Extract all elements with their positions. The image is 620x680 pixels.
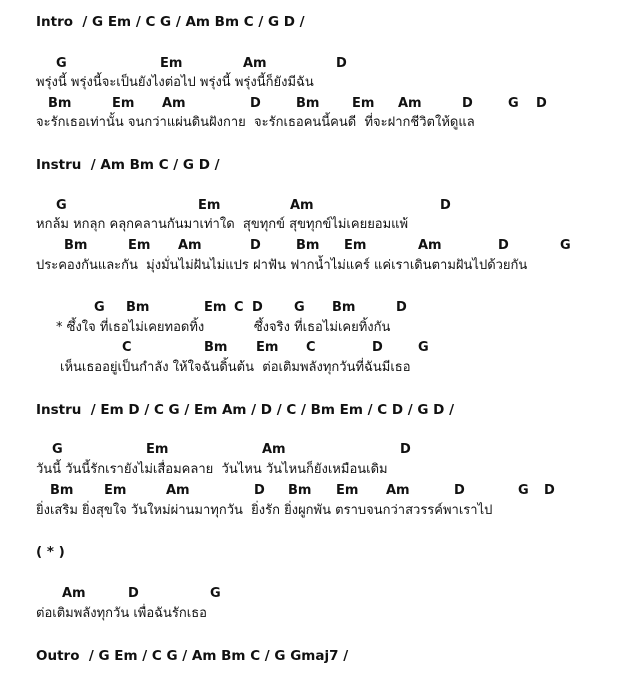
chord: C xyxy=(122,340,132,355)
chord: Em xyxy=(160,56,183,71)
chord: G xyxy=(418,340,429,355)
chord: Bm xyxy=(296,238,320,253)
chord: Bm xyxy=(288,483,312,498)
chord: D xyxy=(396,300,407,315)
intro-line: Intro / G Em / C G / Am Bm C / G D / xyxy=(36,14,305,30)
lyric-line: วันนี้ วันนี้รักเรายังไม่เสื่อมคลาย วันไหน วันไหนก็ยังเหมือนเดิม xyxy=(36,462,388,477)
chord: Em xyxy=(204,300,227,315)
chord: Am xyxy=(262,442,286,457)
repeat-marker: ( * ) xyxy=(36,544,65,560)
lyric-line: * ซึ้งใจ ที่เธอไม่เคยทอดทิ้ง ซึ้งจริง ที่เธอไม่เคยทิ้งกัน xyxy=(56,320,391,335)
chord: Am xyxy=(243,56,267,71)
lyric-line: หกล้ม หกลุก คลุกคลานกันมาเท่าใด สุขทุกข์ สุขทุกข์ไม่เคยยอมแพ้ xyxy=(36,217,409,232)
chord: Bm xyxy=(332,300,356,315)
chord: D xyxy=(498,238,509,253)
chord: D xyxy=(454,483,465,498)
lyric-line: จะรักเธอเท่านั้น จนกว่าแผ่นดินฝังกาย จะรักเธอคนนี้คนดี ที่จะฝากชีวิตให้ดูแล xyxy=(36,115,475,130)
chord: Em xyxy=(146,442,169,457)
chord: Em xyxy=(104,483,127,498)
chord: Em xyxy=(344,238,367,253)
chord: Am xyxy=(166,483,190,498)
chord: Bm xyxy=(296,96,320,111)
chord: D xyxy=(372,340,383,355)
instrumental-line: Instru / Em D / C G / Em Am / D / C / Bm Em / C D / G D / xyxy=(36,402,455,418)
lyric-line: ต่อเติมพลังทุกวัน เพื่อฉันรักเธอ xyxy=(36,606,207,621)
chord: Am xyxy=(178,238,202,253)
chord: G xyxy=(518,483,529,498)
chord: C xyxy=(234,300,244,315)
chord: Bm xyxy=(126,300,150,315)
chord: G xyxy=(56,56,67,71)
chord: Am xyxy=(162,96,186,111)
chord: D xyxy=(440,198,451,213)
chord: C xyxy=(306,340,316,355)
chord: Bm xyxy=(50,483,74,498)
outro-line: Outro / G Em / C G / Am Bm C / G Gmaj7 / xyxy=(36,648,349,664)
chord: G xyxy=(560,238,571,253)
chord: G xyxy=(52,442,63,457)
chord: G xyxy=(508,96,519,111)
chord: D xyxy=(254,483,265,498)
chord: D xyxy=(536,96,547,111)
chord: G xyxy=(210,586,221,601)
lyric-line: เห็นเธออยู่เป็นกำลัง ให้ใจฉันดิ้นต้น ต่อเติมพลังทุกวันที่ฉันมีเธอ xyxy=(60,360,411,375)
chord: D xyxy=(128,586,139,601)
chord: Bm xyxy=(64,238,88,253)
chord: Bm xyxy=(48,96,72,111)
chord: D xyxy=(544,483,555,498)
chord: G xyxy=(56,198,67,213)
chord: Em xyxy=(352,96,375,111)
chord: Em xyxy=(198,198,221,213)
instrumental-line: Instru / Am Bm C / G D / xyxy=(36,157,220,173)
chord: Am xyxy=(290,198,314,213)
chord: D xyxy=(462,96,473,111)
chord: Em xyxy=(128,238,151,253)
lyric-line: ประคองกันและกัน มุ่งมั่นไม่ฝันไม่แปร ฝาฟัน ฟากน้ำไม่แคร์ แค่เราเดินตามฝันไปด้วยกัน xyxy=(36,258,528,273)
chord: D xyxy=(336,56,347,71)
chord: D xyxy=(400,442,411,457)
lyric-line: ยิ่งเสริม ยิ่งสุขใจ วันใหม่ผ่านมาทุกวัน ยิ่งรัก ยิ่งผูกพัน ตราบจนกว่าสวรรค์พาเราไป xyxy=(36,503,493,518)
chord: D xyxy=(250,238,261,253)
chord: D xyxy=(250,96,261,111)
chord: Em xyxy=(256,340,279,355)
chord: Bm xyxy=(204,340,228,355)
lyric-line: พรุ่งนี้ พรุ่งนี้จะเป็นยังไงต่อไป พรุ่งนี้ พรุ่งนี้ก็ยังมีฉัน xyxy=(36,75,314,90)
chord: G xyxy=(94,300,105,315)
chord: Am xyxy=(386,483,410,498)
chord: D xyxy=(252,300,263,315)
chord: Em xyxy=(336,483,359,498)
chord: G xyxy=(294,300,305,315)
chord: Am xyxy=(62,586,86,601)
chord: Am xyxy=(398,96,422,111)
chord: Am xyxy=(418,238,442,253)
chord: Em xyxy=(112,96,135,111)
